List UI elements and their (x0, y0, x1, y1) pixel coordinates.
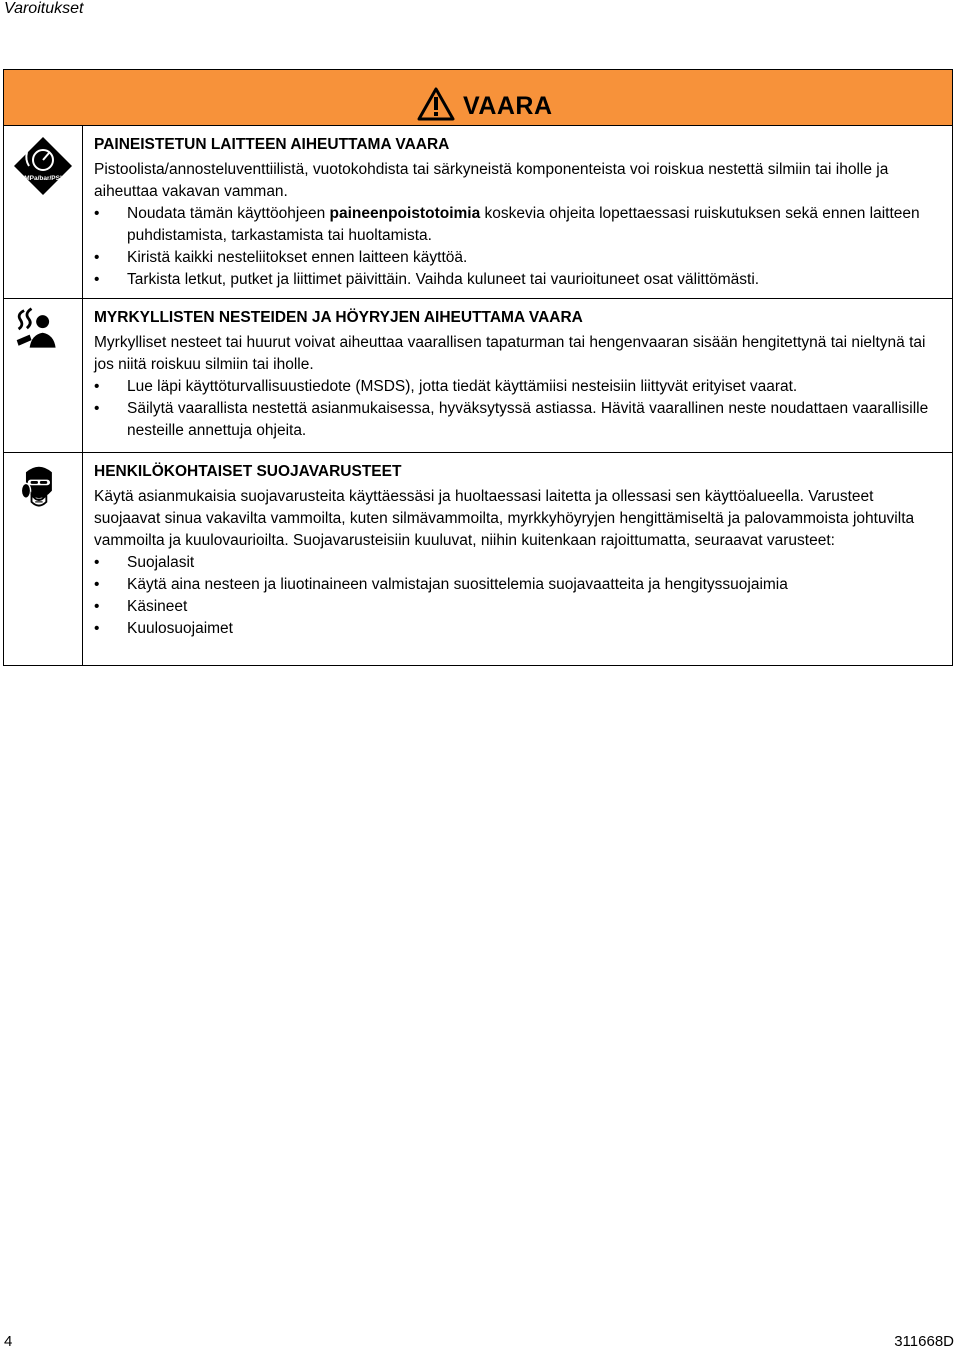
list-item: • Käytä aina nesteen ja liuotinaineen valmistajan suosittelemia suojavaatteita ja hengityssuojaimia (94, 574, 944, 596)
page-number: 4 (4, 1333, 13, 1350)
list-item: • Tarkista letkut, putket ja liittimet päivittäin. Vaihda kuluneet tai vaurioituneet osat välittömästi. (94, 269, 944, 291)
list-item: • Säilytä vaarallista nestettä asianmukaisessa, hyväksytyssä astiassa. Hävitä vaarallinen neste noudattaen vaarallisille nesteille annettuja ohjeita. (94, 398, 944, 442)
list-item: • Lue läpi käyttöturvallisuustiedote (MSDS), jotta tiedät käyttämiisi nesteisiin liittyvät erityiset vaarat. (94, 376, 944, 398)
hazard-row-toxic (4, 299, 952, 453)
list-item: • Noudata tämän käyttöohjeen paineenpoistotoimia koskevia ohjeita lopettaessasi ruiskutuksen sekä ennen laitteen puhdistamista, tarkastamista tai huoltamista. (94, 203, 944, 247)
list-item: • Kiristä kaikki nesteliitokset ennen laitteen käyttöä. (94, 247, 944, 269)
warning-table (3, 69, 953, 666)
hazard-bullets (94, 376, 944, 442)
pressure-gauge-icon (13, 136, 73, 196)
toxic-fumes-icon (13, 305, 63, 355)
hazard-row-pressure (4, 126, 952, 299)
hazard-intro: Myrkylliset nesteet tai huurut voivat aiheuttaa vaarallisen tapaturman tai hengenvaaran sisään hengitettynä tai nieltynä tai jos niitä roiskuu silmiin tai iholle. (94, 334, 926, 373)
list-item: • Käsineet (94, 596, 944, 618)
section-label: Varoitukset (4, 0, 84, 17)
list-item: • Kuulosuojaimet (94, 618, 944, 640)
warning-title: VAARA (463, 92, 553, 120)
svg-text:MPa/bar/PSI: MPa/bar/PSI (24, 175, 62, 182)
warning-triangle-icon (417, 87, 455, 121)
hazard-bullets (94, 203, 944, 291)
protective-equipment-icon (13, 463, 63, 513)
hazard-intro: Pistoolista/annosteluventtiilistä, vuotokohdista tai särkyneistä komponenteista voi roiskua nestettä silmiin tai iholle ja aiheuttaa vakavan vamman. (94, 161, 889, 200)
document-code: 311668D (894, 1333, 954, 1350)
warning-banner (4, 70, 952, 126)
list-item: • Suojalasit (94, 552, 944, 574)
hazard-bullets (94, 552, 944, 640)
hazard-title: MYRKYLLISTEN NESTEIDEN JA HÖYRYJEN AIHEUTTAMA VAARA (94, 309, 583, 326)
hazard-title: PAINEISTETUN LAITTEEN AIHEUTTAMA VAARA (94, 136, 450, 153)
hazard-title: HENKILÖKOHTAISET SUOJAVARUSTEET (94, 463, 402, 480)
hazard-intro: Käytä asianmukaisia suojavarusteita käyttäessäsi ja huoltaessasi laitetta ja ollessasi sen käyttöalueella. Varusteet suojaavat sinua vakavilta vammoilta, kuten silmävammoilta, myrkkyhöyryjen hengittämiseltä ja palovammoista johtuvilta vammoilta ja kuulovaurioilta. Suojavarusteisiin kuuluvat, niihin kuitenkaan rajoittumatta, seuraavat varusteet: (94, 488, 915, 549)
hazard-row-ppe (4, 453, 952, 665)
